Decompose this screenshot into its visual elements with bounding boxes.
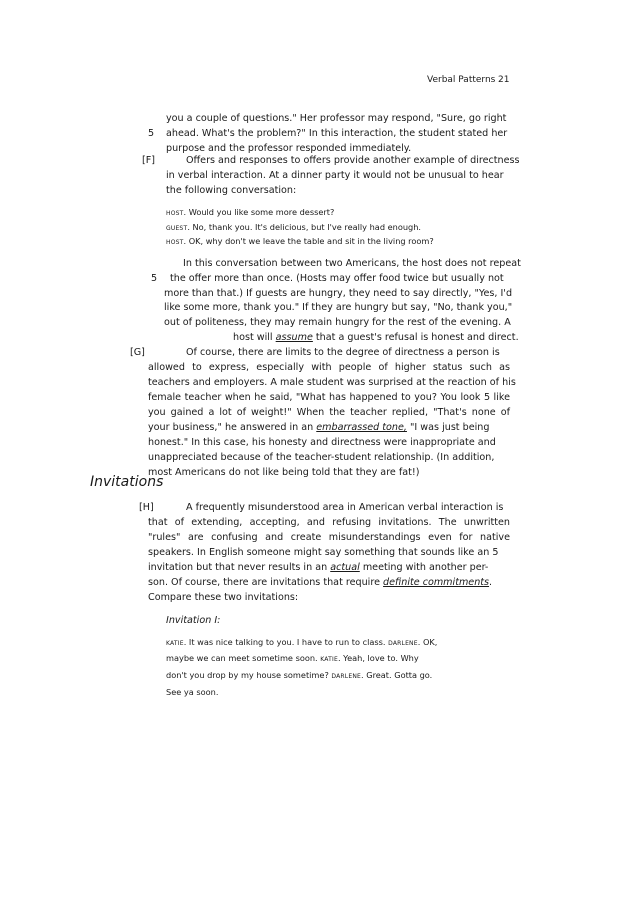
- text-line: [148, 420, 489, 435]
- dialogue-text: . Great. Gotta go.: [361, 670, 433, 680]
- text-span: "I was just being: [406, 422, 490, 433]
- text-line: teachers and employers. A male student was surprised at the reaction of his: [148, 377, 516, 388]
- dialogue-line: [166, 653, 419, 663]
- section-heading: Invitations: [90, 474, 164, 490]
- text-line: you gained a lot of weight!" When the teacher replied, "That's none of: [148, 407, 510, 418]
- text-line: that of extending, accepting, and refusing invitations. The unwritten: [148, 517, 510, 528]
- speaker-label: HOST: [166, 210, 184, 217]
- speaker-label: DARLENE: [388, 640, 418, 647]
- dialogue-line: [166, 236, 434, 246]
- text-line: more than that.) If guests are hungry, they need to say directly, "Yes, I'd: [164, 288, 513, 299]
- text-line: most Americans do not like being told that they are fat!): [148, 467, 420, 478]
- speaker-label: KATIE: [166, 640, 184, 647]
- dialogue-line: [166, 207, 334, 217]
- dialogue-text: . It was nice talking to you. I have to run to class.: [183, 637, 389, 647]
- text-line: the following conversation:: [166, 185, 297, 196]
- text-span: that a guest's refusal is honest and direct.: [312, 332, 519, 343]
- emphasis-text: assume: [275, 332, 313, 343]
- dialogue-text: . OK,: [417, 637, 438, 647]
- paragraph-marker: [H]: [139, 502, 154, 513]
- text-line: speakers. In English someone might say something that sounds like an 5: [148, 547, 499, 558]
- emphasis-text: embarrassed tone,: [316, 422, 407, 433]
- dialogue-line: [166, 670, 432, 680]
- text-line: [148, 575, 492, 590]
- text-line: "rules" are confusing and create misunderstandings even for native: [148, 532, 510, 543]
- text-span: invitation but that never results in an: [148, 562, 331, 573]
- text-line: out of politeness, they may remain hungry for the rest of the evening. A: [164, 317, 511, 328]
- text-span: host will: [233, 332, 276, 343]
- dialogue-text: . Would you like some more dessert?: [183, 207, 335, 217]
- dialogue-text: . OK, why don't we leave the table and sit in the living room?: [183, 236, 434, 246]
- page-number: 21: [498, 75, 510, 85]
- speaker-label: HOST: [166, 239, 184, 246]
- text-line: ahead. What's the problem?" In this interaction, the student stated her: [166, 128, 508, 139]
- dialogue-text: . Yeah, love to. Why: [337, 653, 419, 663]
- text-line: like some more, thank you." If they are hungry but say, "No, thank you,": [164, 302, 513, 313]
- dialogue-text: maybe we can meet sometime soon.: [166, 653, 321, 663]
- paragraph-marker: [F]: [142, 155, 156, 166]
- speaker-label: DARLENE: [331, 673, 362, 680]
- invitation-title: Invitation I:: [166, 615, 221, 626]
- dialogue-line: See ya soon.: [166, 687, 219, 697]
- text-line: allowed to express, especially with people of higher status such as: [148, 362, 510, 373]
- running-title: Verbal Patterns: [427, 75, 496, 85]
- emphasis-text: definite commitments: [383, 577, 490, 588]
- text-line: purpose and the professor responded immediately.: [166, 143, 412, 154]
- text-span: your business," he answered in an: [148, 422, 317, 433]
- text-line: unappreciated because of the teacher-student relationship. (In addition,: [148, 452, 495, 463]
- text-line: [148, 560, 488, 575]
- text-span: meeting with another per-: [359, 562, 489, 573]
- line-number: 5: [151, 273, 158, 284]
- dialogue-text: don't you drop by my house sometime?: [166, 670, 332, 680]
- dialogue-line: [166, 222, 421, 232]
- text-span: son. Of course, there are invitations that require: [148, 577, 384, 588]
- text-line: the offer more than once. (Hosts may offer food twice but usually not: [170, 273, 504, 284]
- text-line: honest." In this case, his honesty and directness were inappropriate and: [148, 437, 496, 448]
- speaker-label: GUEST: [166, 225, 188, 232]
- text-line: In this conversation between two Americans, the host does not repeat: [183, 258, 521, 269]
- text-line: A frequently misunderstood area in American verbal interaction is: [186, 502, 504, 513]
- text-line: Offers and responses to offers provide another example of directness: [186, 155, 520, 166]
- text-span: .: [489, 577, 493, 588]
- text-line: Of course, there are limits to the degree of directness a person is: [186, 347, 500, 358]
- text-line: Compare these two invitations:: [148, 592, 299, 603]
- dialogue-line: [166, 637, 437, 647]
- line-number: 5: [148, 128, 155, 139]
- text-line: in verbal interaction. At a dinner party it would not be unusual to hear: [166, 170, 504, 181]
- text-line: female teacher when he said, "What has happened to you? You look 5 like: [148, 392, 510, 403]
- text-line: you a couple of questions." Her professor may respond, "Sure, go right: [166, 113, 507, 124]
- emphasis-text: actual: [330, 562, 360, 573]
- text-line: [233, 330, 519, 345]
- speaker-label: KATIE: [320, 656, 338, 663]
- paragraph-marker: [G]: [130, 347, 145, 358]
- dialogue-text: . No, thank you. It's delicious, but I've really had enough.: [187, 222, 422, 232]
